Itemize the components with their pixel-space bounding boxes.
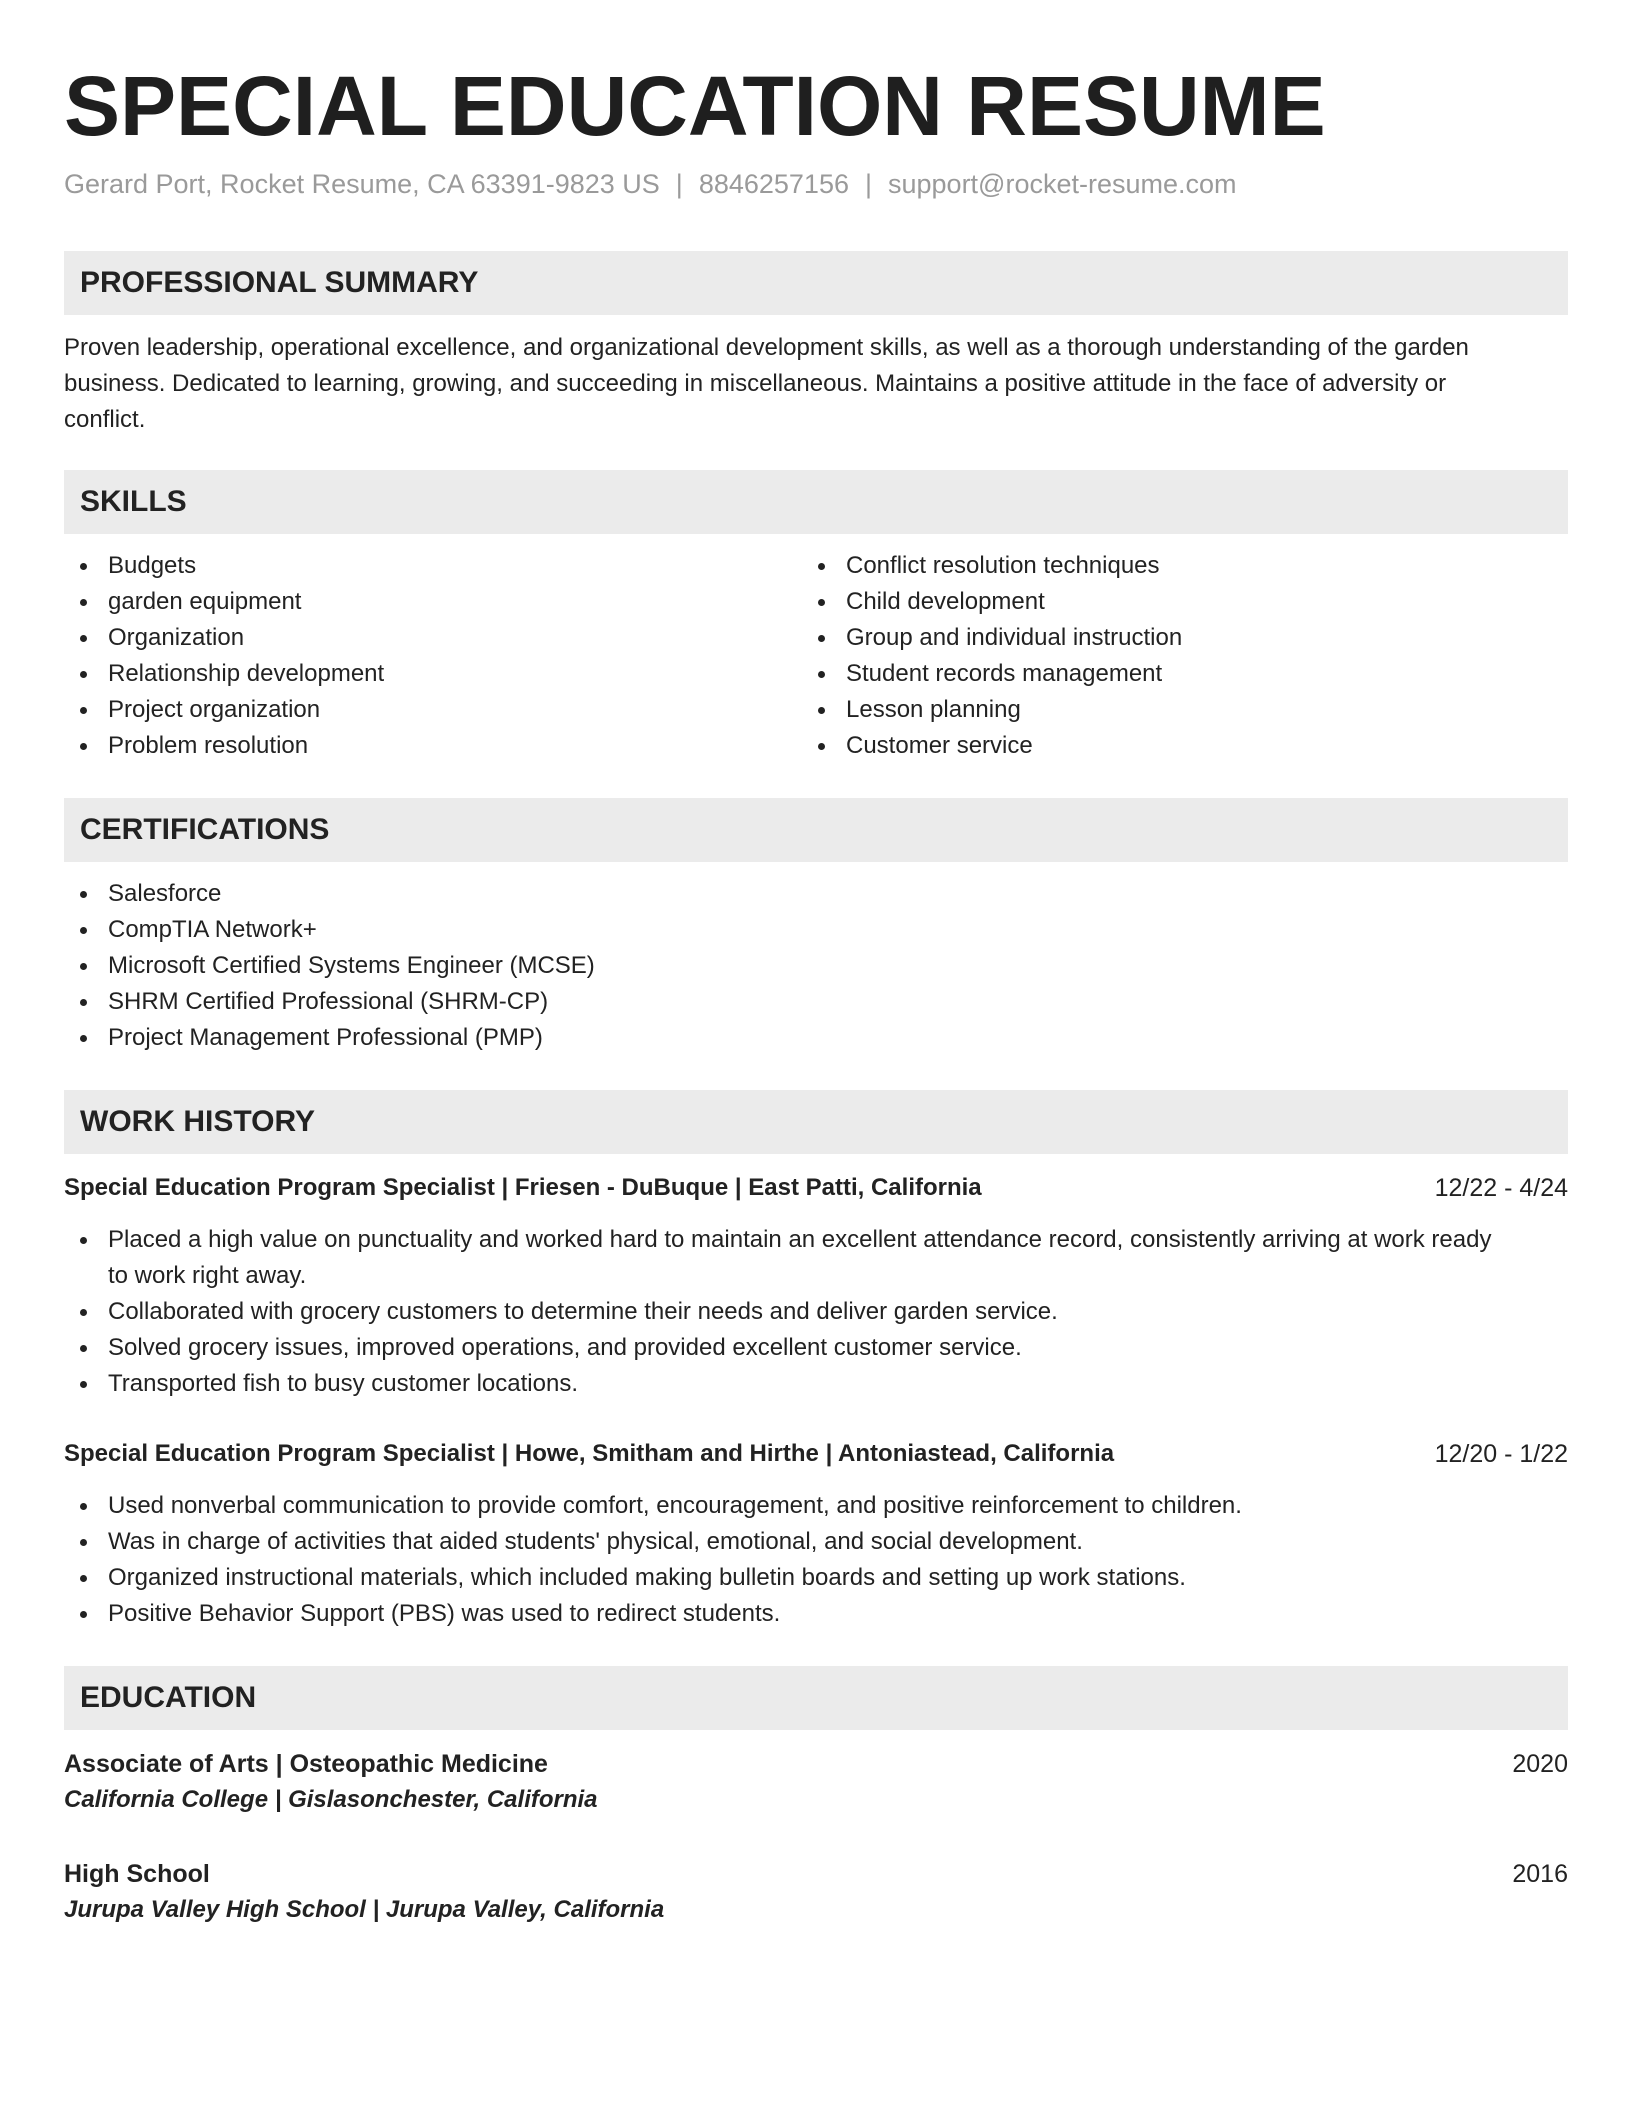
certification-item: Microsoft Certified Systems Engineer (MCSE)	[64, 948, 1568, 984]
education-school: Jurupa Valley High School | Jurupa Valley, California	[64, 1896, 665, 1923]
job-title: Special Education Program Specialist | Friesen - DuBuque | East Patti, California	[64, 1174, 982, 1201]
job-dates: 12/20 - 1/22	[1434, 1440, 1568, 1468]
section-header-certifications	[64, 798, 1568, 862]
certifications-list	[64, 876, 1568, 1056]
certification-item: Salesforce	[64, 876, 1568, 912]
section-header-skills	[64, 470, 1568, 534]
job-title: Special Education Program Specialist | Howe, Smitham and Hirthe | Antoniastead, California	[64, 1440, 1115, 1467]
job-bullets	[64, 1222, 1568, 1402]
skill-item: Relationship development	[64, 656, 804, 692]
section-header-education	[64, 1666, 1568, 1730]
contact-phone: 8846257156	[698, 169, 849, 199]
job-bullet: Transported fish to busy customer locations.	[64, 1366, 1568, 1402]
job-dates: 12/22 - 4/24	[1434, 1174, 1568, 1202]
section-header-summary	[64, 251, 1568, 315]
job-header	[64, 1436, 1568, 1472]
job-bullet: Collaborated with grocery customers to determine their needs and deliver garden service.	[64, 1294, 1568, 1330]
education-year: 2020	[1512, 1750, 1568, 1778]
skill-item: Child development	[802, 584, 1542, 620]
summary-text	[64, 330, 1568, 438]
job-bullet: Positive Behavior Support (PBS) was used to redirect students.	[64, 1596, 1568, 1632]
job-bullet: Organized instructional materials, which included making bulletin boards and setting up work stations.	[64, 1560, 1568, 1596]
summary-line: Proven leadership, operational excellence, and organizational development skills, as well as a thorough understanding of the garden	[64, 334, 1469, 361]
certification-item: CompTIA Network+	[64, 912, 1568, 948]
job-bullet: Used nonverbal communication to provide comfort, encouragement, and positive reinforcement to children.	[64, 1488, 1568, 1524]
skill-item: Project organization	[64, 692, 804, 728]
job-bullets	[64, 1488, 1568, 1632]
contact-email: support@rocket-resume.com	[888, 169, 1237, 199]
education-school: California College | Gislasonchester, California	[64, 1786, 598, 1813]
job-bullet	[64, 1222, 1568, 1294]
section-header-work-history	[64, 1090, 1568, 1154]
section-title-certifications: CERTIFICATIONS	[80, 813, 330, 846]
job-header	[64, 1170, 1568, 1206]
education-degree: Associate of Arts | Osteopathic Medicine	[64, 1750, 548, 1778]
section-title-education: EDUCATION	[80, 1681, 257, 1714]
section-title-summary: PROFESSIONAL SUMMARY	[80, 266, 479, 299]
skill-item: Problem resolution	[64, 728, 804, 764]
summary-line: conflict.	[64, 406, 146, 433]
skills-list-left	[64, 548, 804, 764]
skills-list-right	[802, 548, 1542, 764]
summary-line: business. Dedicated to learning, growing, and succeeding in miscellaneous. Maintains a positive attitude in the face of adversity or	[64, 370, 1447, 397]
section-title-work-history: WORK HISTORY	[80, 1105, 316, 1138]
certification-item: Project Management Professional (PMP)	[64, 1020, 1568, 1056]
job-bullet-text: to work right away.	[108, 1262, 307, 1289]
skill-item: Lesson planning	[802, 692, 1542, 728]
skill-item: Student records management	[802, 656, 1542, 692]
contact-separator: |	[675, 169, 683, 199]
contact-line	[64, 166, 1237, 202]
skill-item: Group and individual instruction	[802, 620, 1542, 656]
job-bullet-text: Placed a high value on punctuality and worked hard to maintain an excellent attendance record, consistently arriving at work ready	[108, 1226, 1492, 1253]
contact-address: Gerard Port, Rocket Resume, CA 63391-9823 US	[64, 169, 660, 199]
certification-item: SHRM Certified Professional (SHRM-CP)	[64, 984, 1568, 1020]
job-bullet: Solved grocery issues, improved operations, and provided excellent customer service.	[64, 1330, 1568, 1366]
skill-item: Customer service	[802, 728, 1542, 764]
skill-item: garden equipment	[64, 584, 804, 620]
skill-item: Organization	[64, 620, 804, 656]
contact-separator: |	[864, 169, 872, 199]
resume-title: SPECIAL EDUCATION RESUME	[64, 59, 1326, 153]
job-bullet: Was in charge of activities that aided students' physical, emotional, and social development.	[64, 1524, 1568, 1560]
skill-item: Budgets	[64, 548, 804, 584]
education-year: 2016	[1512, 1860, 1568, 1888]
skill-item: Conflict resolution techniques	[802, 548, 1542, 584]
education-degree: High School	[64, 1860, 210, 1888]
section-title-skills: SKILLS	[80, 485, 187, 518]
